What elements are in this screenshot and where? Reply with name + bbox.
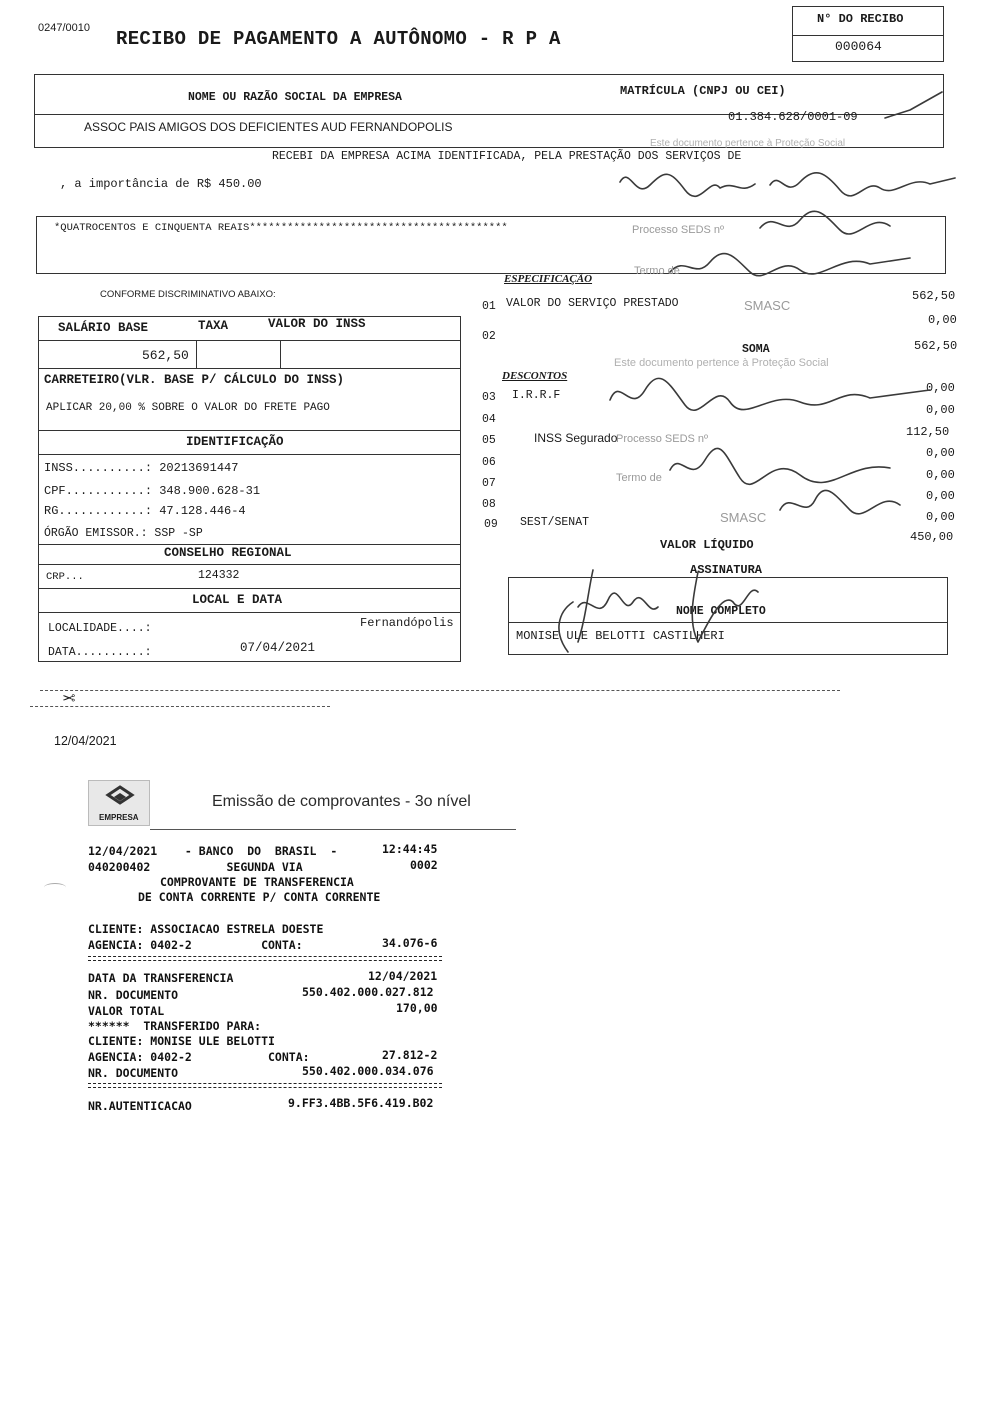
- local-data-title: LOCAL E DATA: [192, 593, 283, 607]
- statement-line: RECEBI DA EMPRESA ACIMA IDENTIFICADA, PELA PRESTAÇÃO DOS SERVIÇOS DE: [272, 150, 742, 163]
- autenticacao: 9.FF3.4BB.5F6.419.B02: [288, 1096, 434, 1110]
- desc-05-label: INSS Segurado: [534, 431, 618, 445]
- desc-04-value: 0,00: [926, 403, 955, 417]
- inss-number: INSS..........: 20213691447: [44, 461, 239, 475]
- agencia-destino: AGENCIA: 0402-2 CONTA:: [88, 1050, 310, 1064]
- valor-total: 170,00: [396, 1001, 438, 1015]
- desc-08-no: 08: [482, 498, 496, 511]
- inss-value-header: VALOR DO INSS: [268, 317, 366, 331]
- localidade-value: Fernandópolis: [360, 616, 454, 630]
- agencia-origem: AGENCIA: 0402-2 CONTA:: [88, 938, 303, 952]
- scan-mark: [44, 883, 66, 892]
- soma-value: 562,50: [914, 339, 958, 353]
- receipt-title-1: COMPROVANTE DE TRANSFERENCIA: [160, 875, 354, 889]
- stamp-processo-1: Processo SEDS nº: [632, 224, 725, 236]
- desc-05-value: 112,50: [906, 425, 950, 439]
- stamp-smasc-2: SMASC: [720, 510, 767, 525]
- desc-04-no: 04: [482, 413, 496, 426]
- nome-completo-label: NOME COMPLETO: [676, 605, 766, 618]
- desc-09-no: 09: [484, 518, 498, 531]
- spec-line-1-value: 562,50: [912, 289, 956, 303]
- assinatura-label: ASSINATURA: [690, 563, 763, 577]
- amount-words: *QUATROCENTOS E CINQUENTA REAIS*****************************************: [54, 222, 508, 234]
- conselho-title: CONSELHO REGIONAL: [164, 546, 292, 560]
- receipt-time: 12:44:45: [382, 842, 438, 856]
- bank-header-title: Emissão de comprovantes - 3o nível: [212, 793, 471, 810]
- matricula-header: MATRÍCULA (CNPJ OU CEI): [620, 84, 786, 98]
- desc-08-value: 0,00: [926, 489, 955, 503]
- transferido-para: ****** TRANSFERIDO PARA:: [88, 1019, 262, 1033]
- soma-label: SOMA: [742, 343, 770, 356]
- desc-03-value: 0,00: [926, 381, 955, 395]
- salary-base-value: 562,50: [142, 348, 189, 363]
- aplicar-text: APLICAR 20,00 % SOBRE O VALOR DO FRETE PAGO: [46, 402, 330, 414]
- document-code: 0247/0010: [38, 22, 90, 34]
- data-label: DATA..........:: [48, 646, 152, 659]
- desc-03-label: I.R.R.F: [512, 389, 561, 402]
- nr-documento-2: 550.402.000.034.076: [302, 1064, 434, 1078]
- localidade-label: LOCALIDADE....:: [48, 622, 152, 635]
- receipt-line-2: 040200402 SEGUNDA VIA: [88, 860, 303, 874]
- desc-06-value: 0,00: [926, 446, 955, 460]
- data-value: 07/04/2021: [240, 641, 316, 655]
- valor-total-label: VALOR TOTAL: [88, 1004, 165, 1018]
- stamp-text-2: Este documento pertence à Proteção Social: [614, 357, 829, 369]
- nome-completo: MONISE ULE BELOTTI CASTILHERI: [516, 629, 725, 643]
- amount-text: , a importância de R$ 450.00: [60, 177, 262, 191]
- orgao-emissor: ÓRGÃO EMISSOR.: SSP -SP: [44, 527, 203, 540]
- bank-logo: [88, 780, 150, 826]
- receipt-number-box: [792, 6, 944, 62]
- separator-2: [88, 1083, 442, 1088]
- desc-09-label: SEST/SENAT: [520, 516, 590, 529]
- receipt-line-1: 12/04/2021 - BANCO DO BRASIL -: [88, 844, 338, 858]
- cliente-origem: CLIENTE: ASSOCIACAO ESTRELA DOESTE: [88, 922, 324, 936]
- receipt-number-label: N° DO RECIBO: [817, 12, 904, 26]
- receipt-title-2: DE CONTA CORRENTE P/ CONTA CORRENTE: [138, 890, 381, 904]
- bank-header-rule: [150, 829, 516, 830]
- stamp-smasc-1: SMASC: [744, 298, 791, 313]
- nr-documento: 550.402.000.027.812: [302, 985, 434, 999]
- conforme-label: CONFORME DISCRIMINATIVO ABAIXO:: [100, 289, 276, 300]
- stamp-termo-1: Termo de: [634, 265, 680, 277]
- crp-value: 124332: [198, 569, 240, 582]
- valor-liquido-value: 450,00: [910, 530, 954, 544]
- receipt-number: 000064: [835, 39, 882, 54]
- print-date: 12/04/2021: [54, 734, 117, 748]
- cliente-destino: CLIENTE: MONISE ULE BELOTTI: [88, 1034, 275, 1048]
- nr-documento-label: NR. DOCUMENTO: [88, 988, 179, 1002]
- desc-06-no: 06: [482, 456, 496, 469]
- scissors-icon: ✂: [62, 688, 76, 707]
- company-name-header: NOME OU RAZÃO SOCIAL DA EMPRESA: [188, 91, 402, 104]
- stamp-termo-2: Termo de: [616, 472, 662, 484]
- desc-09-value: 0,00: [926, 510, 955, 524]
- identificacao-title: IDENTIFICAÇÃO: [186, 435, 284, 449]
- stamp-processo-2: Processo SEDS nº: [616, 433, 709, 445]
- bank-logo-label: EMPRESA: [99, 813, 139, 822]
- data-transferencia-label: DATA DA TRANSFERENCIA: [88, 971, 234, 985]
- valor-liquido-label: VALOR LÍQUIDO: [660, 538, 754, 552]
- desc-07-value: 0,00: [926, 468, 955, 482]
- rg-number: RG............: 47.128.446-4: [44, 504, 246, 516]
- handwritten-descontos-notes: [600, 360, 940, 540]
- cpf-number: CPF...........: 348.900.628-31: [44, 484, 261, 498]
- desc-05-no: 05: [482, 434, 496, 447]
- crp-label: CRP...: [46, 571, 84, 583]
- desc-03-no: 03: [482, 391, 496, 404]
- spec-line-2-value: 0,00: [928, 313, 957, 327]
- desc-07-no: 07: [482, 477, 496, 490]
- spec-line-2-no: 02: [482, 330, 496, 343]
- banco-do-brasil-logo-icon: [90, 783, 150, 813]
- receipt-seq: 0002: [410, 858, 438, 872]
- nr-documento-2-label: NR. DOCUMENTO: [88, 1066, 179, 1080]
- tax-header: TAXA: [198, 319, 229, 333]
- spec-title: ESPECIFICAÇÃO: [504, 273, 593, 285]
- conta-destino: 27.812-2: [382, 1048, 438, 1062]
- spec-line-1-desc: VALOR DO SERVIÇO PRESTADO: [506, 297, 679, 310]
- carreteiro-label: CARRETEIRO(VLR. BASE P/ CÁLCULO DO INSS): [44, 373, 345, 387]
- company-name: ASSOC PAIS AMIGOS DOS DEFICIENTES AUD FERNANDOPOLIS: [84, 120, 453, 134]
- stamp-text-1: Este documento pertence à Proteção Social: [650, 138, 846, 149]
- company-cnpj: 01.384.628/0001-09: [728, 110, 858, 124]
- descontos-title: DESCONTOS: [502, 370, 568, 382]
- data-transferencia: 12/04/2021: [368, 969, 438, 983]
- separator-1: [88, 956, 442, 961]
- spec-line-1-no: 01: [482, 300, 496, 313]
- page-title: RECIBO DE PAGAMENTO A AUTÔNOMO - R P A: [116, 28, 561, 50]
- autenticacao-label: NR.AUTENTICACAO: [88, 1099, 192, 1113]
- cut-line-upper: [40, 690, 840, 691]
- conta-origem: 34.076-6: [382, 936, 438, 950]
- salary-base-header: SALÁRIO BASE: [58, 321, 149, 335]
